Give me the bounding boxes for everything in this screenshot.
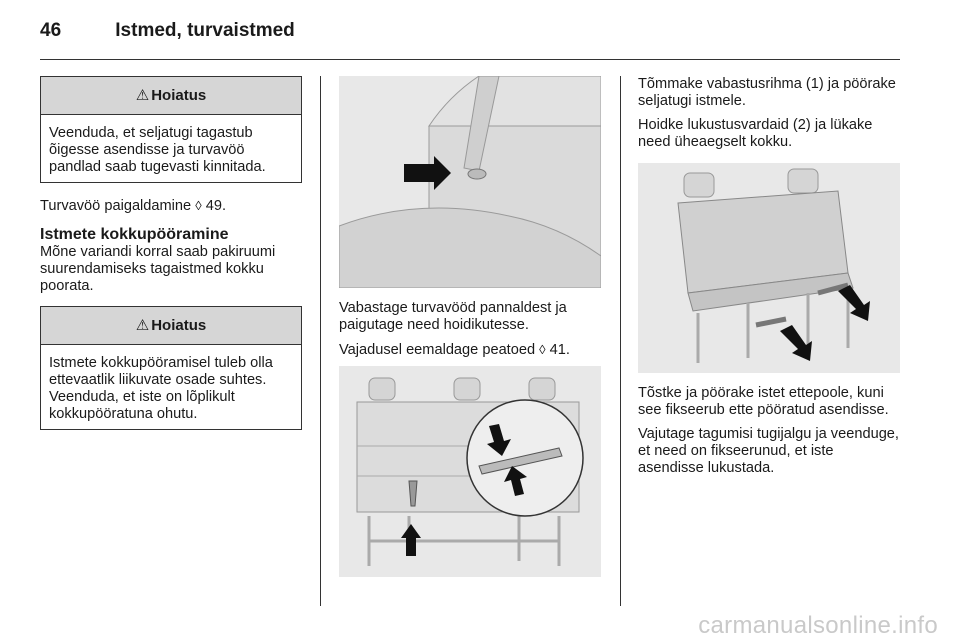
column-divider-2 [620, 76, 621, 606]
column-2 [339, 76, 601, 589]
page-number: 46 [40, 20, 62, 41]
header-rule [40, 59, 900, 60]
ref-page[interactable]: 49. [205, 198, 227, 214]
col2-text-2-main: Vajadusel eemaldage peatoed [339, 342, 540, 358]
warning-box-1 [40, 76, 302, 183]
warning-body-1 [41, 115, 301, 182]
col2-text-1: Vabastage turvavööd pannaldest ja paigutage need hoidikutesse. [339, 300, 567, 333]
page-title: Istmed, turvaistmed [115, 20, 295, 41]
figure-locking-rods [638, 163, 900, 373]
page-ref-icon: ◊ [539, 342, 546, 357]
figure-headrest-seat [339, 366, 601, 577]
warning-header-1 [41, 77, 301, 115]
warning-box-2 [40, 306, 302, 430]
locking-rods-illustration [638, 163, 900, 373]
warning-triangle-icon: ⚠ [135, 87, 150, 104]
column-divider-1 [320, 76, 321, 606]
seat-bench-illustration [339, 366, 601, 577]
page-ref-icon: ◊ [195, 198, 202, 213]
warning-text-2: Istmete kokkupööramisel tuleb olla ettevaatlik liikuvate osade suhtes. Veenduda, et iste on lõplikult kokkupööratuna ohutu. [49, 355, 273, 422]
figure-seatbelt-buckle [339, 76, 601, 288]
warning-triangle-icon: ⚠ [135, 317, 150, 334]
warning-header-2 [41, 307, 301, 345]
watermark: carmanualsonline.info [698, 612, 938, 639]
seatbelt-install-ref [40, 197, 302, 215]
section-heading: Istmete kokkupööramine [40, 226, 229, 243]
warning-title-1: Hoiatus [151, 87, 207, 104]
col2-text-2 [339, 341, 601, 359]
warning-text-1: Veenduda, et seljatugi tagastub õigesse asendisse ja turvavöö pandlad saab tugevasti kinnitada. [49, 125, 266, 175]
col3-text-1: Tõmmake vabastusrihma (1) ja pöörake seljatugi istmele. [638, 76, 896, 109]
column-3 [638, 76, 900, 484]
ref-text: Turvavöö paigaldamine [40, 198, 196, 214]
seatbelt-buckle-illustration [339, 76, 601, 288]
warning-body-2 [41, 345, 301, 429]
page-header [40, 20, 295, 42]
col3-text-2: Hoidke lukustusvardaid (2) ja lükake need üheaegselt kokku. [638, 117, 873, 150]
col2-ref-page[interactable]: 41. [549, 342, 570, 358]
col3-text-3: Tõstke ja pöörake istet ettepoole, kuni see fikseerub ette pööratud asendisse. [638, 385, 889, 418]
column-1 [40, 76, 302, 444]
col3-text-4: Vajutage tagumisi tugijalgu ja veenduge, et need on fikseerunud, et iste asendisse lukustada. [638, 426, 899, 476]
warning-title-2: Hoiatus [151, 317, 207, 334]
section-intro: Mõne variandi korral saab pakiruumi suurendamiseks tagaistmed kokku poorata. [40, 244, 276, 294]
